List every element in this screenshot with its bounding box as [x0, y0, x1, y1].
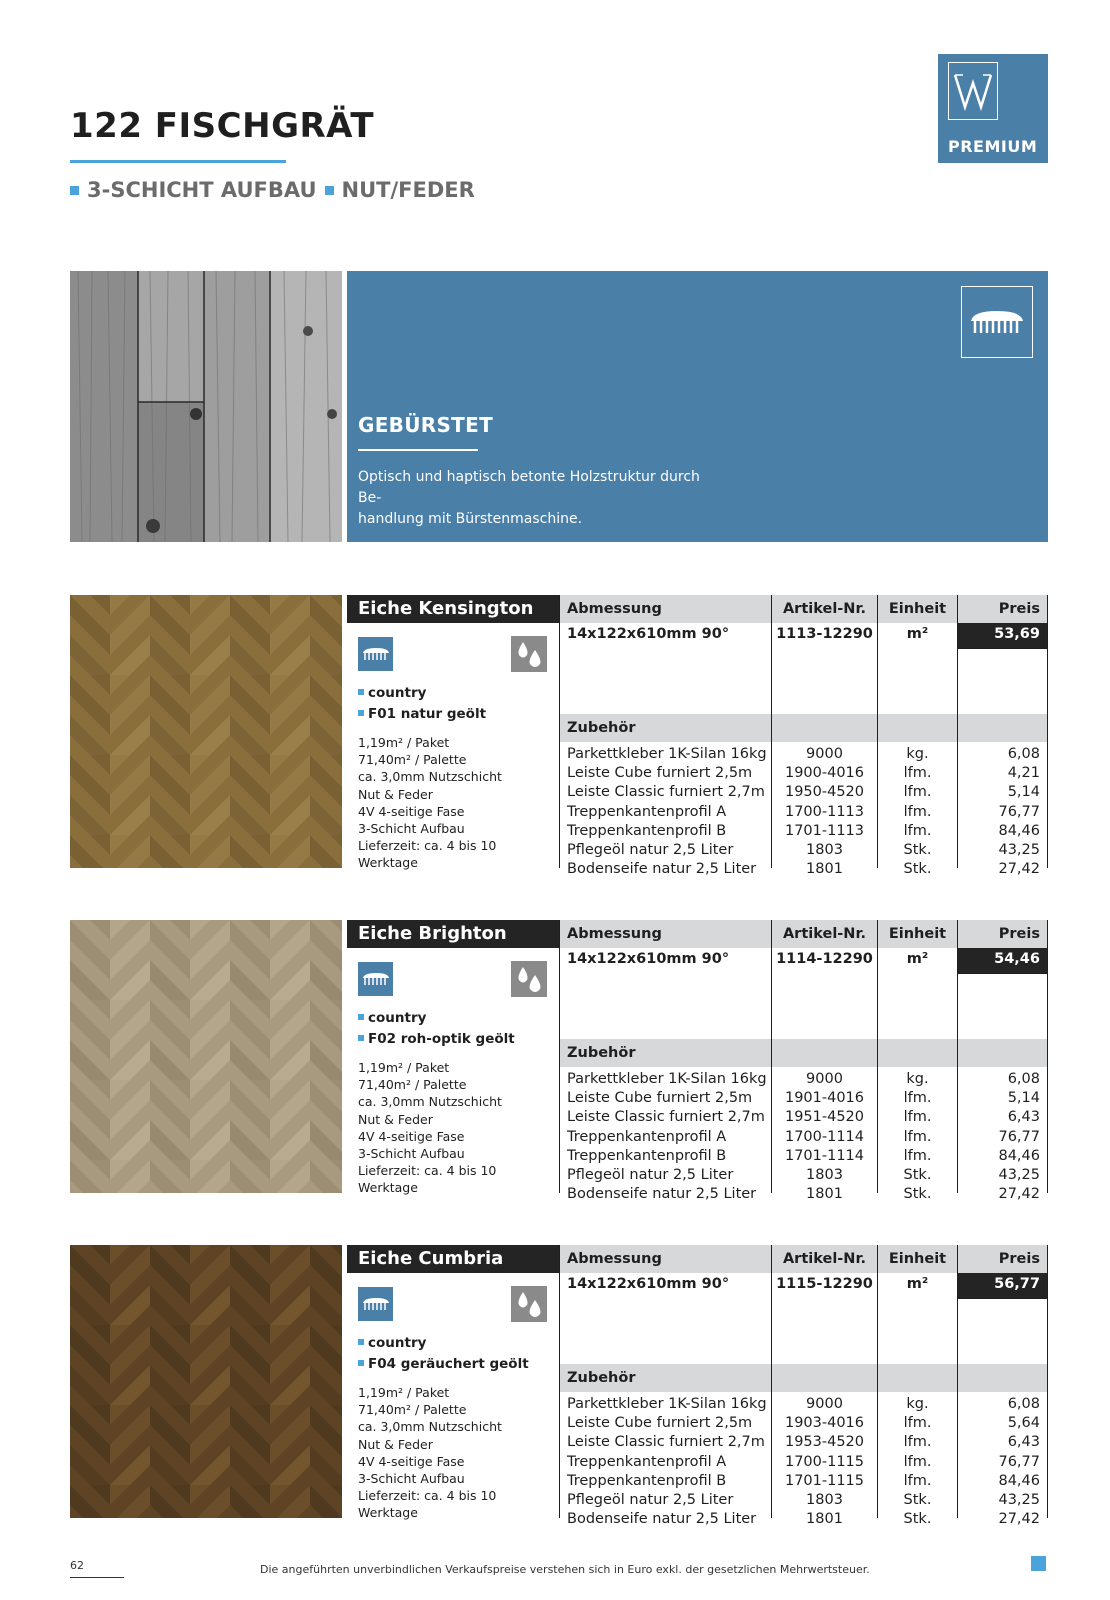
accessory-artikel: 9000: [806, 1396, 843, 1412]
header-abmessung: Abmessung: [560, 1245, 771, 1273]
cell-gap: [560, 648, 771, 705]
cell-gap: [772, 648, 877, 705]
header-preis: Preis: [958, 920, 1047, 948]
accessory-name: Bodenseife natur 2,5 Liter: [567, 861, 757, 878]
spec-line: 4V 4-seitige Fase: [358, 1453, 465, 1469]
header-artikel: Artikel-Nr.: [772, 1245, 877, 1273]
page-number-rule: [70, 1577, 124, 1578]
product-specs: [358, 1059, 559, 1197]
subtitle-item: NUT/FEDER: [341, 178, 475, 202]
accessory-name: Bodenseife natur 2,5 Liter: [567, 1511, 757, 1528]
accessory-einheit: lfm.: [903, 1434, 932, 1451]
accessory-name: Treppenkantenprofil A: [567, 803, 727, 820]
spec-line: ca. 3,0mm Nutzschicht: [358, 1419, 502, 1435]
main-abmessung: 14x122x610mm 90°: [567, 626, 730, 642]
col-preis: [957, 920, 1048, 1203]
brush-icon: [358, 962, 393, 996]
hero-description-line: handlung mit Bürstenmaschine.: [358, 511, 583, 527]
accessory-einheit: kg.: [906, 1071, 929, 1087]
product-name: Eiche Kensington: [347, 595, 559, 623]
spec-line: 71,40m² / Palette: [358, 1077, 467, 1093]
cell-gap: [560, 973, 771, 1030]
product-name: Eiche Cumbria: [347, 1245, 559, 1273]
bullet-square-icon: [358, 1360, 364, 1366]
product-finish: [358, 1029, 559, 1050]
product-info: [347, 595, 559, 871]
accessory-einheit: lfm.: [903, 1109, 932, 1126]
accessory-rows: [560, 1067, 771, 1204]
product-info: [347, 920, 559, 1196]
accessory-preis: 27,42: [998, 1511, 1040, 1528]
spec-line: 4V 4-seitige Fase: [358, 803, 465, 819]
spec-line: 71,40m² / Palette: [358, 752, 467, 768]
hero-underline: [358, 449, 478, 451]
accessory-name: Treppenkantenprofil B: [567, 822, 727, 839]
header-preis: Preis: [958, 595, 1047, 623]
product-finish: [358, 1354, 559, 1375]
col-einheit: [877, 920, 957, 1203]
accessory-einheit: Stk.: [903, 1166, 932, 1183]
grade-label: country: [368, 1335, 427, 1351]
hero-heading: GEBÜRSTET: [358, 413, 494, 437]
accessory-preis: 76,77: [998, 803, 1040, 820]
brush-icon: [961, 286, 1033, 358]
grade-label: country: [368, 685, 427, 701]
accessory-artikel: 1701-1113: [784, 822, 865, 839]
spec-line: 1,19m² / Paket: [358, 735, 450, 750]
accessory-name: Parkettkleber 1K-Silan 16kg: [567, 1396, 767, 1412]
cell-gap: [958, 1298, 1047, 1355]
accessory-einheit: Stk.: [903, 1491, 932, 1508]
spec-line: Nut & Feder: [358, 1111, 433, 1127]
header-zubehoer: Zubehör: [560, 1364, 771, 1392]
finish-label: F02 roh-optik geölt: [368, 1031, 515, 1047]
accessory-artikel: 1801: [806, 861, 843, 878]
accessory-einheit: Stk.: [903, 1186, 932, 1203]
hero-description-line: Optisch und haptisch betonte Holzstruktur durch Be-: [358, 469, 700, 506]
product-grade: [358, 1008, 559, 1029]
cell-spacer: [560, 705, 771, 714]
accessory-artikel: 1701-1115: [784, 1472, 865, 1489]
finish-label: F04 geräuchert geölt: [368, 1356, 529, 1372]
spec-line: 3-Schicht Aufbau: [358, 1146, 465, 1162]
cell-spacer: [958, 1355, 1047, 1364]
accessory-artikel: 1900-4016: [784, 765, 865, 782]
brush-icon: [358, 1287, 393, 1321]
accessory-artikel: 1903-4016: [784, 1415, 865, 1432]
accessory-einheit: lfm.: [903, 765, 932, 782]
product-block: [70, 920, 1048, 1203]
bullet-square-icon: [358, 710, 364, 716]
accessory-rows: [560, 742, 771, 879]
accessory-einheit: kg.: [906, 746, 929, 762]
cell-gap: [878, 648, 957, 705]
cell-gap: [772, 1298, 877, 1355]
accessory-artikel: 1701-1114: [784, 1147, 865, 1164]
cell-gap: [772, 973, 877, 1030]
premium-label: PREMIUM: [948, 137, 1038, 156]
accessory-name: Leiste Classic furniert 2,7m: [567, 784, 765, 801]
accessory-preis: 76,77: [998, 1128, 1040, 1145]
cell-spacer: [772, 1030, 877, 1039]
grade-label: country: [368, 1010, 427, 1026]
accessory-artikel: 1700-1115: [784, 1453, 865, 1470]
header-abmessung: Abmessung: [560, 920, 771, 948]
spec-line: Lieferzeit: ca. 4 bis 10 Werktage: [358, 1488, 497, 1521]
main-einheit: m²: [906, 1276, 929, 1292]
main-preis: 54,46: [958, 948, 1047, 973]
accessory-artikel: 1700-1114: [784, 1128, 865, 1145]
accessory-name: Parkettkleber 1K-Silan 16kg: [567, 746, 767, 762]
product-icons: [347, 948, 559, 1008]
brushed-info-panel: [347, 271, 1048, 542]
cell-gap: [958, 648, 1047, 705]
subheader-blank: [772, 1364, 877, 1392]
cell-spacer: [772, 705, 877, 714]
accessory-artikel: 1803: [806, 1166, 843, 1183]
accessory-einheit: lfm.: [903, 803, 932, 820]
accessory-preis: 5,14: [1007, 1090, 1040, 1107]
cell-spacer: [958, 1030, 1047, 1039]
accessory-name: Pflegeöl natur 2,5 Liter: [567, 1491, 734, 1508]
accessory-einheit: lfm.: [903, 1090, 932, 1107]
accessory-einheit: lfm.: [903, 1415, 932, 1432]
accessory-einheit: lfm.: [903, 784, 932, 801]
accessory-preis: 5,14: [1007, 784, 1040, 801]
finish-label: F01 natur geölt: [368, 706, 487, 722]
accessory-einheit: lfm.: [903, 822, 932, 839]
spec-line: Lieferzeit: ca. 4 bis 10 Werktage: [358, 838, 497, 871]
main-abmessung: 14x122x610mm 90°: [567, 951, 730, 967]
accessory-artikel: 1953-4520: [784, 1434, 865, 1451]
accessory-preis: 6,43: [1007, 1434, 1040, 1451]
accessory-preis: 5,64: [1007, 1415, 1040, 1432]
accessory-preis: 84,46: [998, 1472, 1040, 1489]
header-einheit: Einheit: [878, 595, 957, 623]
brushed-wood-image: [70, 271, 342, 542]
accessory-rows: [772, 1067, 877, 1204]
col-artikel: [771, 920, 877, 1203]
header-preis: Preis: [958, 1245, 1047, 1273]
accessory-preis: 27,42: [998, 861, 1040, 878]
page-title: 122 FISCHGRÄT: [70, 106, 375, 146]
subheader-blank: [878, 1364, 957, 1392]
spec-line: 3-Schicht Aufbau: [358, 1471, 465, 1487]
footer-disclaimer: Die angeführten unverbindlichen Verkaufspreise verstehen sich in Euro exkl. der gesetzlichen Mehrwertsteuer.: [260, 1563, 870, 1576]
spec-line: 1,19m² / Paket: [358, 1385, 450, 1400]
wood-sample-image: [70, 920, 342, 1193]
accessory-rows: [772, 742, 877, 879]
product-block: [70, 595, 1048, 878]
product-info: [347, 1245, 559, 1521]
spec-line: 4V 4-seitige Fase: [358, 1128, 465, 1144]
accessory-name: Leiste Cube furniert 2,5m: [567, 765, 753, 782]
accessory-preis: 4,21: [1007, 765, 1040, 782]
oil-drops-icon: [511, 961, 547, 997]
accessory-artikel: 1951-4520: [784, 1109, 865, 1126]
price-table: [559, 920, 1048, 1203]
accessory-name: Leiste Cube furniert 2,5m: [567, 1090, 753, 1107]
accessory-einheit: kg.: [906, 1396, 929, 1412]
subheader-blank: [958, 1039, 1047, 1067]
cell-gap: [560, 1298, 771, 1355]
main-artikel: 1114-12290: [776, 951, 873, 967]
spec-line: Lieferzeit: ca. 4 bis 10 Werktage: [358, 1163, 497, 1196]
wood-sample-image: [70, 595, 342, 868]
accessory-artikel: 9000: [806, 746, 843, 762]
accessory-preis: 6,08: [1007, 1071, 1040, 1087]
wood-sample-image: [70, 1245, 342, 1518]
cell-spacer: [560, 1355, 771, 1364]
accessory-name: Treppenkantenprofil B: [567, 1472, 727, 1489]
bullet-square-icon: [358, 1014, 364, 1020]
main-preis: 56,77: [958, 1273, 1047, 1298]
header-zubehoer: Zubehör: [560, 714, 771, 742]
spec-line: 1,19m² / Paket: [358, 1060, 450, 1075]
bullet-square-icon: [358, 1339, 364, 1345]
header-zubehoer: Zubehör: [560, 1039, 771, 1067]
header-einheit: Einheit: [878, 1245, 957, 1273]
cell-spacer: [878, 1030, 957, 1039]
accessory-preis: 43,25: [998, 841, 1040, 858]
accessory-artikel: 1803: [806, 841, 843, 858]
subheader-blank: [958, 714, 1047, 742]
product-name: Eiche Brighton: [347, 920, 559, 948]
main-artikel: 1113-12290: [776, 626, 873, 642]
w-logo-icon: [948, 62, 998, 120]
brush-icon: [358, 637, 393, 671]
accessory-rows: [878, 1392, 957, 1529]
accessory-name: Leiste Cube furniert 2,5m: [567, 1415, 753, 1432]
premium-badge: [938, 54, 1048, 163]
hero-description: [358, 467, 718, 530]
product-icons: [347, 1273, 559, 1333]
accessory-artikel: 1950-4520: [784, 784, 865, 801]
accessory-name: Treppenkantenprofil B: [567, 1147, 727, 1164]
accessory-name: Bodenseife natur 2,5 Liter: [567, 1186, 757, 1203]
product-grade: [358, 1333, 559, 1354]
accessory-rows: [772, 1392, 877, 1529]
col-preis: [957, 1245, 1048, 1528]
accessory-einheit: lfm.: [903, 1453, 932, 1470]
col-preis: [957, 595, 1048, 878]
accessory-preis: 6,43: [1007, 1109, 1040, 1126]
col-artikel: [771, 1245, 877, 1528]
accessory-artikel: 1901-4016: [784, 1090, 865, 1107]
product-finish: [358, 704, 559, 725]
col-abmessung: [559, 920, 771, 1203]
spec-line: Nut & Feder: [358, 1436, 433, 1452]
accessory-preis: 6,08: [1007, 1396, 1040, 1412]
page-number: 62: [70, 1559, 84, 1572]
accessory-name: Pflegeöl natur 2,5 Liter: [567, 1166, 734, 1183]
main-abmessung: 14x122x610mm 90°: [567, 1276, 730, 1292]
accessory-artikel: 1801: [806, 1186, 843, 1203]
accessory-artikel: 1803: [806, 1491, 843, 1508]
accessory-name: Pflegeöl natur 2,5 Liter: [567, 841, 734, 858]
col-abmessung: [559, 595, 771, 878]
header-artikel: Artikel-Nr.: [772, 920, 877, 948]
accessory-name: Parkettkleber 1K-Silan 16kg: [567, 1071, 767, 1087]
cell-spacer: [878, 1355, 957, 1364]
accessory-preis: 84,46: [998, 1147, 1040, 1164]
cell-gap: [958, 973, 1047, 1030]
spec-line: ca. 3,0mm Nutzschicht: [358, 1094, 502, 1110]
cell-spacer: [958, 705, 1047, 714]
accessory-einheit: lfm.: [903, 1147, 932, 1164]
accessory-preis: 6,08: [1007, 746, 1040, 762]
accessory-artikel: 1700-1113: [784, 803, 865, 820]
accessory-preis: 43,25: [998, 1166, 1040, 1183]
cell-gap: [878, 1298, 957, 1355]
accessory-name: Treppenkantenprofil A: [567, 1128, 727, 1145]
bullet-square-icon: [358, 689, 364, 695]
oil-drops-icon: [511, 1286, 547, 1322]
main-einheit: m²: [906, 951, 929, 967]
subheader-blank: [958, 1364, 1047, 1392]
accessory-artikel: 1801: [806, 1511, 843, 1528]
accessory-rows: [878, 742, 957, 879]
accessory-rows: [560, 1392, 771, 1529]
cell-spacer: [560, 1030, 771, 1039]
bullet-square-icon: [358, 1035, 364, 1041]
spec-line: 71,40m² / Palette: [358, 1402, 467, 1418]
subheader-blank: [772, 1039, 877, 1067]
spec-line: 3-Schicht Aufbau: [358, 821, 465, 837]
product-icons: [347, 623, 559, 683]
bullet-square-icon: [325, 186, 334, 195]
price-table: [559, 1245, 1048, 1528]
accessory-name: Leiste Classic furniert 2,7m: [567, 1109, 765, 1126]
subtitle: [70, 178, 475, 202]
oil-drops-icon: [511, 636, 547, 672]
accessory-rows: [958, 1392, 1047, 1529]
product-grade: [358, 683, 559, 704]
accessory-artikel: 9000: [806, 1071, 843, 1087]
col-einheit: [877, 1245, 957, 1528]
header-abmessung: Abmessung: [560, 595, 771, 623]
accessory-rows: [958, 1067, 1047, 1204]
title-underline: [70, 160, 286, 163]
col-artikel: [771, 595, 877, 878]
header-einheit: Einheit: [878, 920, 957, 948]
spec-line: Nut & Feder: [358, 786, 433, 802]
subheader-blank: [878, 714, 957, 742]
accessory-preis: 76,77: [998, 1453, 1040, 1470]
accessory-rows: [958, 742, 1047, 879]
footer-square-icon: [1031, 1556, 1046, 1571]
product-specs: [358, 1384, 559, 1522]
cell-spacer: [772, 1355, 877, 1364]
subheader-blank: [878, 1039, 957, 1067]
accessory-name: Treppenkantenprofil A: [567, 1453, 727, 1470]
accessory-einheit: lfm.: [903, 1472, 932, 1489]
cell-spacer: [878, 705, 957, 714]
col-abmessung: [559, 1245, 771, 1528]
main-preis: 53,69: [958, 623, 1047, 648]
accessory-preis: 84,46: [998, 822, 1040, 839]
product-specs: [358, 734, 559, 872]
accessory-einheit: Stk.: [903, 1511, 932, 1528]
accessory-einheit: Stk.: [903, 841, 932, 858]
product-block: [70, 1245, 1048, 1528]
subheader-blank: [772, 714, 877, 742]
col-einheit: [877, 595, 957, 878]
main-einheit: m²: [906, 626, 929, 642]
accessory-einheit: Stk.: [903, 861, 932, 878]
spec-line: ca. 3,0mm Nutzschicht: [358, 769, 502, 785]
header-artikel: Artikel-Nr.: [772, 595, 877, 623]
price-table: [559, 595, 1048, 878]
accessory-preis: 27,42: [998, 1186, 1040, 1203]
accessory-preis: 43,25: [998, 1491, 1040, 1508]
accessory-name: Leiste Classic furniert 2,7m: [567, 1434, 765, 1451]
bullet-square-icon: [70, 186, 79, 195]
accessory-rows: [878, 1067, 957, 1204]
main-artikel: 1115-12290: [776, 1276, 873, 1292]
accessory-einheit: lfm.: [903, 1128, 932, 1145]
subtitle-item: 3-SCHICHT AUFBAU: [87, 178, 317, 202]
cell-gap: [878, 973, 957, 1030]
